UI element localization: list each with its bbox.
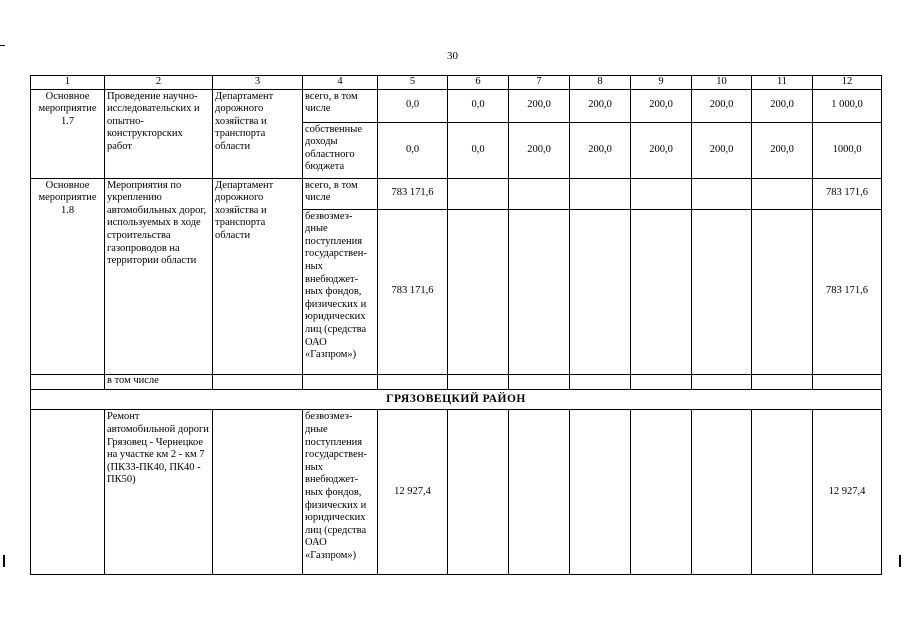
value-cell — [570, 178, 631, 209]
empty-cell — [31, 410, 105, 575]
total-cell: 12 927,4 — [813, 410, 882, 575]
value-cell — [752, 410, 813, 575]
executor-cell: Департамент дорожного хозяйства и транспорта области — [213, 178, 303, 374]
table-row — [31, 89, 882, 122]
page-number: 30 — [447, 50, 458, 62]
scan-mark-top-left — [0, 45, 5, 46]
value-cell — [752, 209, 813, 374]
value-cell — [509, 410, 570, 575]
total-cell: 1 000,0 — [813, 89, 882, 122]
executor-cell: Департамент дорожного хозяйства и транспорта области — [213, 89, 303, 178]
value-cell: 783 171,6 — [378, 178, 448, 209]
empty-cell — [752, 374, 813, 389]
empty-cell — [213, 410, 303, 575]
value-cell — [752, 178, 813, 209]
col-header: 10 — [692, 76, 752, 90]
col-header: 7 — [509, 76, 570, 90]
value-cell: 200,0 — [570, 122, 631, 178]
value-cell: 200,0 — [692, 122, 752, 178]
value-cell: 200,0 — [692, 89, 752, 122]
total-cell: 1000,0 — [813, 122, 882, 178]
value-cell — [509, 209, 570, 374]
col-header: 6 — [448, 76, 509, 90]
measure-cell: Основное мероприятие 1.8 — [31, 178, 105, 374]
value-cell: 200,0 — [752, 89, 813, 122]
measure-name-cell: Мероприятия по укреплению автомобильных дорог, используемых в ходе строительства газопроводов на территории области — [105, 178, 213, 374]
value-cell: 200,0 — [570, 89, 631, 122]
value-cell — [448, 178, 509, 209]
region-row — [31, 389, 882, 410]
value-cell: 12 927,4 — [378, 410, 448, 575]
empty-cell — [31, 374, 105, 389]
value-cell: 200,0 — [752, 122, 813, 178]
empty-cell — [631, 374, 692, 389]
funding-source-cell: собственные доходы областного бюджета — [303, 122, 378, 178]
program-table — [30, 75, 882, 575]
value-cell — [631, 178, 692, 209]
table-row — [31, 178, 882, 209]
total-cell: 783 171,6 — [813, 178, 882, 209]
col-header: 11 — [752, 76, 813, 90]
value-cell: 0,0 — [378, 89, 448, 122]
col-header: 3 — [213, 76, 303, 90]
value-cell — [692, 178, 752, 209]
value-cell — [631, 410, 692, 575]
header-row — [31, 76, 882, 90]
value-cell: 200,0 — [631, 122, 692, 178]
col-header: 8 — [570, 76, 631, 90]
value-cell — [692, 209, 752, 374]
col-header: 5 — [378, 76, 448, 90]
value-cell: 200,0 — [509, 122, 570, 178]
empty-cell — [813, 374, 882, 389]
total-cell: 783 171,6 — [813, 209, 882, 374]
empty-cell — [213, 374, 303, 389]
value-cell — [692, 410, 752, 575]
value-cell: 200,0 — [509, 89, 570, 122]
empty-cell — [303, 374, 378, 389]
value-cell — [631, 209, 692, 374]
value-cell: 0,0 — [448, 122, 509, 178]
measure-name-cell: Проведение научно-исследовательских и опытно-конструкторских работ — [105, 89, 213, 178]
region-title: ГРЯЗОВЕЦКИЙ РАЙОН — [31, 389, 882, 410]
table-row — [31, 374, 882, 389]
empty-cell — [692, 374, 752, 389]
including-label: в том числе — [105, 374, 213, 389]
col-header: 12 — [813, 76, 882, 90]
empty-cell — [570, 374, 631, 389]
col-header: 2 — [105, 76, 213, 90]
value-cell — [509, 178, 570, 209]
col-header: 4 — [303, 76, 378, 90]
scan-mark-left — [3, 555, 5, 567]
col-header: 9 — [631, 76, 692, 90]
value-cell: 0,0 — [378, 122, 448, 178]
value-cell — [570, 209, 631, 374]
value-cell: 783 171,6 — [378, 209, 448, 374]
value-cell: 0,0 — [448, 89, 509, 122]
funding-source-cell: всего, в том числе — [303, 89, 378, 122]
value-cell — [448, 209, 509, 374]
value-cell: 200,0 — [631, 89, 692, 122]
measure-cell: Основное мероприятие 1.7 — [31, 89, 105, 178]
empty-cell — [448, 374, 509, 389]
empty-cell — [378, 374, 448, 389]
object-name-cell: Ремонт автомобильной дороги Грязовец - Чернецкое на участке км 2 - км 7 (ПК33-ПК40, ПК40 - ПК50) — [105, 410, 213, 575]
empty-cell — [509, 374, 570, 389]
funding-source-cell: всего, в том числе — [303, 178, 378, 209]
col-header: 1 — [31, 76, 105, 90]
table-row — [31, 410, 882, 575]
funding-source-cell: безвозмез-дные поступления государствен-ных внебюджет-ных фондов, физических и юридических лиц (средства ОАО «Газпром») — [303, 209, 378, 374]
value-cell — [448, 410, 509, 575]
funding-source-cell: безвозмез-дные поступления государствен-ных внебюджет-ных фондов, физических и юридических лиц (средства ОАО «Газпром») — [303, 410, 378, 575]
value-cell — [570, 410, 631, 575]
scan-mark-right — [899, 555, 901, 567]
